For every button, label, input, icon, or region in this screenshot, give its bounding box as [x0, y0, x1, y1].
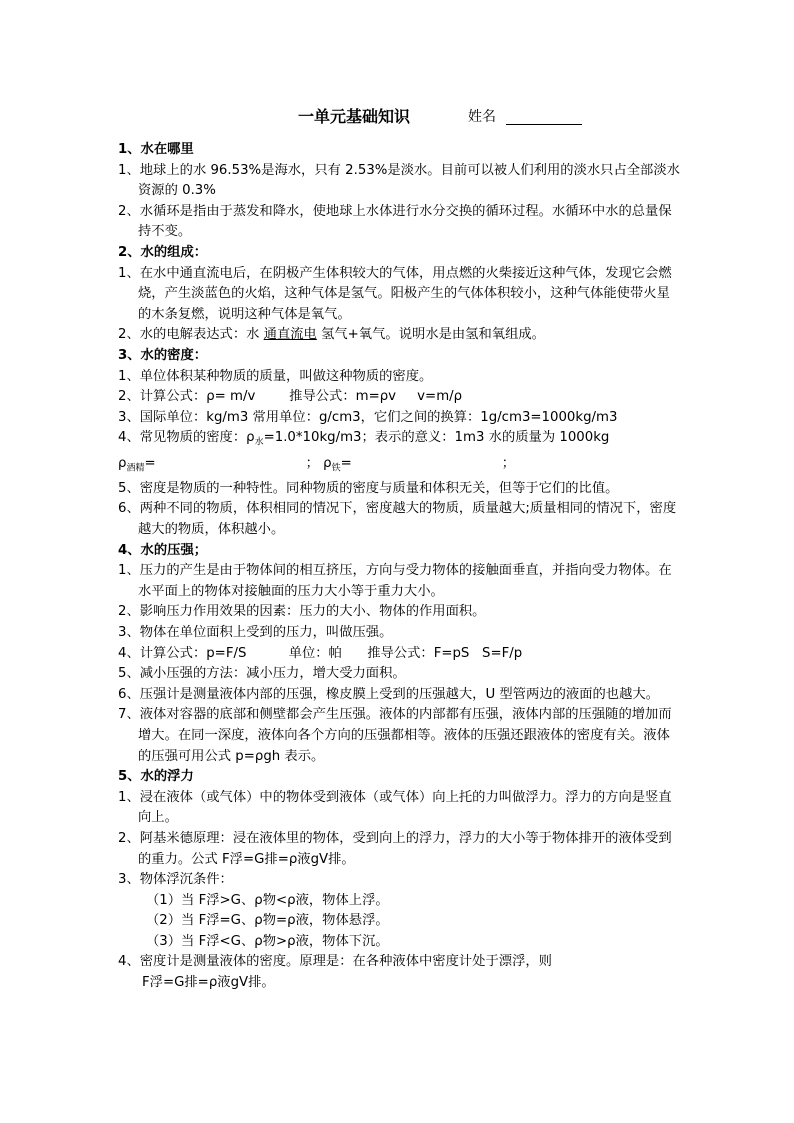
condition-item: （2）当 F浮=G、ρ物=ρ液，物体悬浮。	[146, 913, 389, 929]
rho-symbol: ρ	[118, 455, 127, 471]
list-item: 1、单位体积某种物质的质量，叫做这种物质的密度。	[118, 368, 433, 384]
name-label: 姓名	[468, 109, 496, 125]
density-subscript: 水	[254, 437, 264, 448]
electrolysis-prefix: 2、水的电解表达式：水	[118, 327, 264, 343]
alcohol-subscript: 酒精	[126, 463, 145, 474]
list-item: 6、压强计是测量液体内部的压强，橡皮膜上受到的压强越大，U 型管两边的液面的也越大。	[118, 686, 659, 702]
equals-sign: =	[144, 455, 156, 471]
section-heading-pressure: 4、水的压强；	[118, 542, 208, 558]
list-item: 2、水循环是指由于蒸发和降水，使地球上水体进行水分交换的循环过程。水循环中水的总量保持不变。	[118, 203, 672, 240]
list-item: 7、液体对容器的底部和侧壁都会产生压强。液体的内部都有压强，液体内部的压强随的增加而增大。在同一深度，液体向各个方向的压强都相等。液体的压强还跟液体的密度有关。液体的压强可用公式 p=ρgh 表示。	[118, 707, 672, 764]
iron-subscript: 铁	[331, 463, 341, 474]
list-item: 3、物体浮沉条件：	[118, 872, 233, 888]
condition-item: （1）当 F浮>G、ρ物<ρ液，物体上浮。	[146, 892, 389, 908]
rho-symbol: ρ	[323, 455, 332, 471]
blank-densities-line	[118, 454, 680, 479]
electrolysis-condition: 通直流电	[263, 327, 317, 343]
name-blank-line	[506, 124, 582, 125]
equals-sign: =	[340, 455, 352, 471]
semicolon: ；	[501, 455, 516, 471]
list-item: 2、影响压力作用效果的因素：压力的大小、物体的作用面积。	[118, 604, 486, 620]
list-item-electrolysis	[118, 325, 680, 346]
density-suffix: =1.0*10kg/m3；表示的意义：1m3 水的质量为 1000kg	[263, 430, 610, 446]
list-item: 1、压力的产生是由于物体间的相互挤压，方向与受力物体的接触面垂直，并指向受力物体。在水平面上的物体对接触面的压力大小等于重力大小。	[118, 563, 672, 599]
hydrometer-formula: F浮=G排=ρ液gV排。	[142, 975, 275, 991]
condition-item: （3）当 F浮<G、ρ物>ρ液，物体下沉。	[146, 933, 389, 949]
section-heading-water-location: 1、水在哪里	[118, 142, 194, 157]
section-heading-water-composition: 2、水的组成：	[118, 244, 208, 260]
list-item: 1、在水中通直流电后，在阴极产生体积较大的气体，用点燃的火柴接近这种气体，发现它会燃烧，产生淡蓝色的火焰，这种气体是氢气。阳极产生的气体体积较小，这种气体能使带火星的木条复燃，说明这种气体是氧气。	[118, 265, 672, 322]
semicolon: ；	[305, 455, 319, 471]
density-prefix: 4、常见物质的密度：ρ	[118, 430, 255, 446]
list-item-water-density	[118, 428, 680, 453]
title-row	[0, 104, 794, 128]
list-item: 6、两种不同的物质，体积相同的情况下，密度越大的物质，质量越大;质量相同的情况下，密度越大的物质，体积越小。	[118, 501, 677, 537]
section-heading-density: 3、水的密度：	[118, 347, 208, 363]
section-heading-buoyancy: 5、水的浮力	[118, 769, 194, 785]
list-item: 5、减小压强的方法：减小压力，增大受力面积。	[118, 666, 406, 682]
list-item: 3、物体在单位面积上受到的压力，叫做压强。	[118, 624, 393, 640]
list-item: 4、计算公式：p=F/S 单位：帕 推导公式：F=pS S=F/p	[118, 645, 523, 661]
list-item: 2、计算公式：ρ= m/v 推导公式：m=ρv v=m/ρ	[118, 389, 463, 405]
electrolysis-suffix: 氢气+氧气。说明水是由氢和氧组成。	[316, 327, 545, 343]
content	[118, 140, 680, 994]
list-item: 1、浸在液体（或气体）中的物体受到液体（或气体）向上托的力叫做浮力。浮力的方向是竖直向上。	[118, 789, 672, 826]
list-item: 4、密度计是测量液体的密度。原理是：在各种液体中密度计处于漂浮，则	[118, 954, 552, 970]
list-item: 3、国际单位：kg/m3 常用单位：g/cm3，它们之间的换算：1g/cm3=1000kg/m3	[118, 409, 618, 425]
page-title: 一单元基础知识	[298, 107, 411, 126]
list-item: 5、密度是物质的一种特性。同种物质的密度与质量和体积无关，但等于它们的比值。	[118, 480, 619, 496]
list-item: 1、地球上的水 96.53%是海水，只有 2.53%是淡水。目前可以被人们利用的淡水只占全部淡水资源的 0.3%	[118, 162, 680, 199]
list-item: 2、阿基米德原理：浸在液体里的物体，受到向上的浮力，浮力的大小等于物体排开的液体受到的重力。公式 F浮=G排=ρ液gV排。	[118, 830, 672, 867]
